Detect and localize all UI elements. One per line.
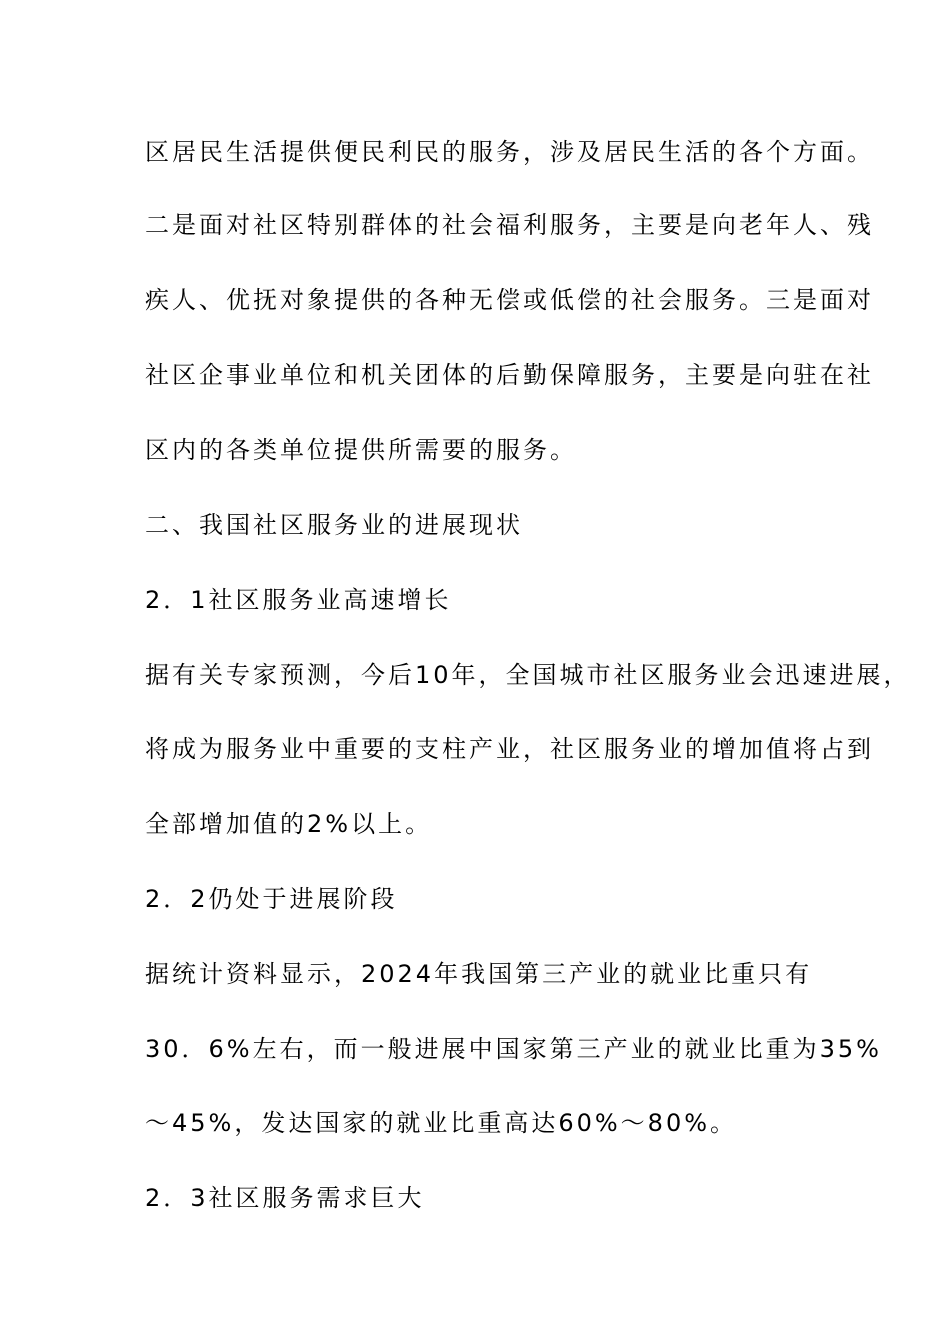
paragraph-line: 社区企事业单位和机关团体的后勤保障服务，主要是向驻在社: [145, 361, 874, 389]
paragraph-line: 疾人、优抚对象提供的各种无偿或低偿的社会服务。三是面对: [145, 286, 874, 314]
paragraph-line: 据有关专家预测，今后10年，全国城市社区服务业会迅速进展，: [145, 661, 911, 689]
subsection-heading: 2．3社区服务需求巨大: [145, 1184, 425, 1212]
subsection-heading: 2．1社区服务业高速增长: [145, 586, 452, 614]
paragraph-line: 区居民生活提供便民利民的服务，涉及居民生活的各个方面。: [145, 138, 874, 166]
paragraph-line: ～45%，发达国家的就业比重高达60%～80%。: [145, 1109, 738, 1137]
section-heading: 二、我国社区服务业的进展现状: [145, 511, 523, 539]
paragraph-line: 30．6%左右，而一般进展中国家第三产业的就业比重为35%: [145, 1035, 882, 1063]
paragraph-line: 全部增加值的2%以上。: [145, 810, 433, 838]
paragraph-line: 二是面对社区特别群体的社会福利服务，主要是向老年人、残: [145, 211, 874, 239]
paragraph-line: 将成为服务业中重要的支柱产业，社区服务业的增加值将占到: [145, 735, 874, 763]
paragraph-line: 区内的各类单位提供所需要的服务。: [145, 436, 577, 464]
paragraph-line: 据统计资料显示，2024年我国第三产业的就业比重只有: [145, 960, 813, 988]
subsection-heading: 2．2仍处于进展阶段: [145, 885, 398, 913]
